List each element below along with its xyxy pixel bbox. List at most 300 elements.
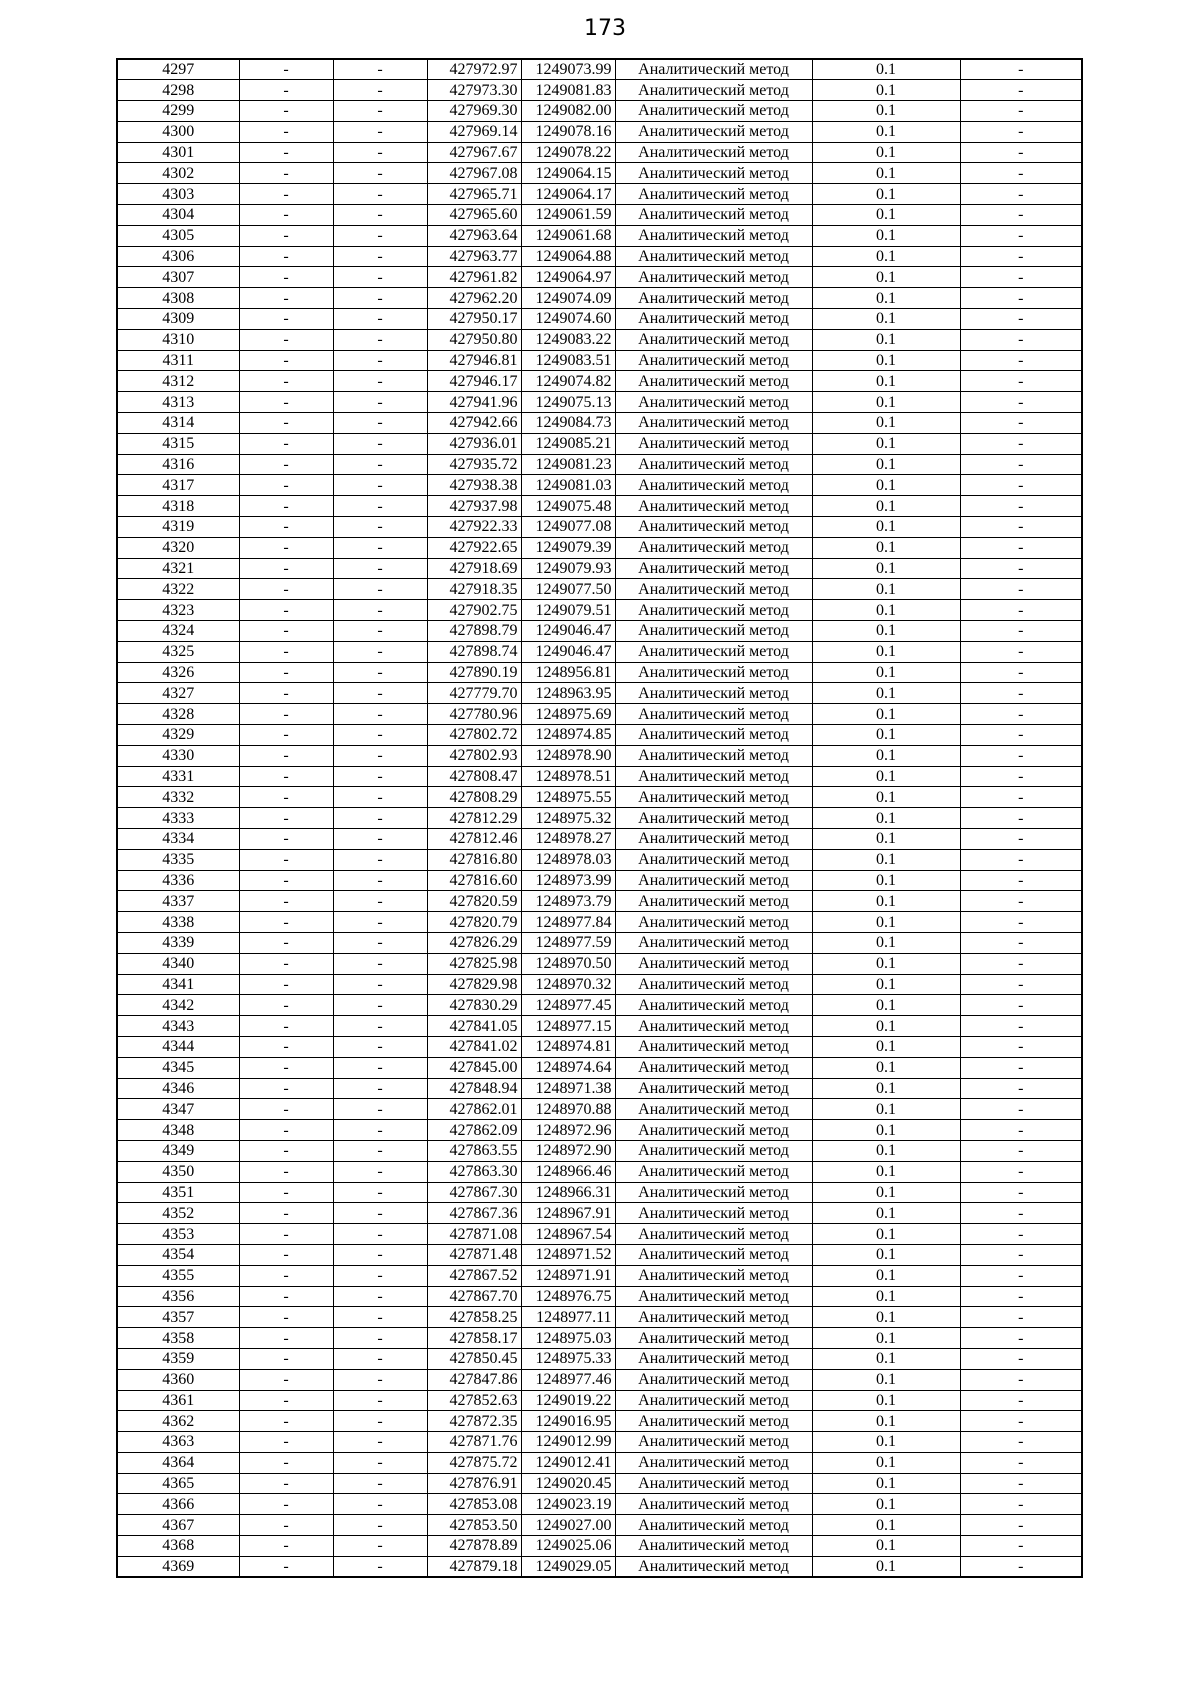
empty-col-a-cell: -: [239, 641, 333, 662]
note-cell: -: [960, 745, 1082, 766]
empty-col-a-cell: -: [239, 1452, 333, 1473]
table-row: [117, 808, 1082, 829]
method-cell: Аналитический метод: [615, 475, 812, 496]
method-cell: Аналитический метод: [615, 1182, 812, 1203]
table-row: [117, 641, 1082, 662]
coord-x-cell: 427867.36: [427, 1203, 521, 1224]
point-number-cell: 4350: [117, 1161, 239, 1182]
point-number-cell: 4367: [117, 1515, 239, 1536]
note-cell: -: [960, 1432, 1082, 1453]
point-number-cell: 4344: [117, 1036, 239, 1057]
coord-y-cell: 1249046.47: [521, 641, 615, 662]
method-cell: Аналитический метод: [615, 142, 812, 163]
method-cell: Аналитический метод: [615, 80, 812, 101]
empty-col-a-cell: -: [239, 870, 333, 891]
coord-y-cell: 1249079.51: [521, 600, 615, 621]
accuracy-cell: 0.1: [812, 828, 960, 849]
accuracy-cell: 0.1: [812, 205, 960, 226]
table-row: [117, 1369, 1082, 1390]
note-cell: -: [960, 121, 1082, 142]
method-cell: Аналитический метод: [615, 1411, 812, 1432]
method-cell: Аналитический метод: [615, 184, 812, 205]
method-cell: Аналитический метод: [615, 454, 812, 475]
coord-x-cell: 427872.35: [427, 1411, 521, 1432]
note-cell: -: [960, 725, 1082, 746]
note-cell: -: [960, 101, 1082, 122]
note-cell: -: [960, 225, 1082, 246]
accuracy-cell: 0.1: [812, 1556, 960, 1577]
empty-col-b-cell: -: [333, 849, 427, 870]
method-cell: Аналитический метод: [615, 1016, 812, 1037]
coord-x-cell: 427816.80: [427, 849, 521, 870]
empty-col-a-cell: -: [239, 1411, 333, 1432]
note-cell: -: [960, 870, 1082, 891]
empty-col-b-cell: -: [333, 1140, 427, 1161]
coord-y-cell: 1249025.06: [521, 1536, 615, 1557]
empty-col-a-cell: -: [239, 184, 333, 205]
coord-y-cell: 1249075.13: [521, 392, 615, 413]
accuracy-cell: 0.1: [812, 1307, 960, 1328]
coord-y-cell: 1248972.90: [521, 1140, 615, 1161]
coordinates-table: [116, 58, 1083, 1578]
point-number-cell: 4303: [117, 184, 239, 205]
empty-col-a-cell: -: [239, 246, 333, 267]
note-cell: -: [960, 1369, 1082, 1390]
method-cell: Аналитический метод: [615, 891, 812, 912]
coord-y-cell: 1249019.22: [521, 1390, 615, 1411]
empty-col-b-cell: -: [333, 995, 427, 1016]
method-cell: Аналитический метод: [615, 392, 812, 413]
accuracy-cell: 0.1: [812, 433, 960, 454]
empty-col-a-cell: -: [239, 1536, 333, 1557]
note-cell: -: [960, 766, 1082, 787]
coord-x-cell: 427965.60: [427, 205, 521, 226]
empty-col-a-cell: -: [239, 953, 333, 974]
point-number-cell: 4357: [117, 1307, 239, 1328]
point-number-cell: 4329: [117, 725, 239, 746]
empty-col-a-cell: -: [239, 787, 333, 808]
coord-y-cell: 1248975.55: [521, 787, 615, 808]
point-number-cell: 4297: [117, 59, 239, 80]
accuracy-cell: 0.1: [812, 1390, 960, 1411]
coord-y-cell: 1249085.21: [521, 433, 615, 454]
empty-col-a-cell: -: [239, 600, 333, 621]
accuracy-cell: 0.1: [812, 1348, 960, 1369]
note-cell: -: [960, 288, 1082, 309]
method-cell: Аналитический метод: [615, 912, 812, 933]
point-number-cell: 4327: [117, 683, 239, 704]
coord-x-cell: 427871.48: [427, 1244, 521, 1265]
point-number-cell: 4334: [117, 828, 239, 849]
empty-col-a-cell: -: [239, 912, 333, 933]
table-row: [117, 828, 1082, 849]
note-cell: -: [960, 1140, 1082, 1161]
empty-col-a-cell: -: [239, 1265, 333, 1286]
note-cell: -: [960, 912, 1082, 933]
point-number-cell: 4337: [117, 891, 239, 912]
coord-y-cell: 1249083.22: [521, 329, 615, 350]
empty-col-a-cell: -: [239, 995, 333, 1016]
coord-y-cell: 1249081.03: [521, 475, 615, 496]
empty-col-b-cell: -: [333, 496, 427, 517]
note-cell: -: [960, 787, 1082, 808]
coord-x-cell: 427863.55: [427, 1140, 521, 1161]
note-cell: -: [960, 1265, 1082, 1286]
table-row: [117, 766, 1082, 787]
accuracy-cell: 0.1: [812, 808, 960, 829]
accuracy-cell: 0.1: [812, 1057, 960, 1078]
point-number-cell: 4307: [117, 267, 239, 288]
empty-col-a-cell: -: [239, 1494, 333, 1515]
note-cell: -: [960, 995, 1082, 1016]
point-number-cell: 4365: [117, 1473, 239, 1494]
note-cell: -: [960, 1016, 1082, 1037]
note-cell: -: [960, 1057, 1082, 1078]
coord-y-cell: 1249061.68: [521, 225, 615, 246]
point-number-cell: 4342: [117, 995, 239, 1016]
point-number-cell: 4361: [117, 1390, 239, 1411]
coord-y-cell: 1249064.15: [521, 163, 615, 184]
coord-x-cell: 427876.91: [427, 1473, 521, 1494]
empty-col-b-cell: -: [333, 1286, 427, 1307]
coord-x-cell: 427841.02: [427, 1036, 521, 1057]
empty-col-b-cell: -: [333, 1016, 427, 1037]
method-cell: Аналитический метод: [615, 766, 812, 787]
empty-col-b-cell: -: [333, 163, 427, 184]
table-row: [117, 683, 1082, 704]
accuracy-cell: 0.1: [812, 80, 960, 101]
table-row: [117, 1120, 1082, 1141]
point-number-cell: 4364: [117, 1452, 239, 1473]
empty-col-b-cell: -: [333, 891, 427, 912]
point-number-cell: 4343: [117, 1016, 239, 1037]
coord-x-cell: 427898.79: [427, 621, 521, 642]
coord-x-cell: 427967.08: [427, 163, 521, 184]
empty-col-b-cell: -: [333, 558, 427, 579]
empty-col-a-cell: -: [239, 1016, 333, 1037]
coord-x-cell: 427867.52: [427, 1265, 521, 1286]
coord-y-cell: 1248971.52: [521, 1244, 615, 1265]
coord-y-cell: 1249079.39: [521, 537, 615, 558]
table-row: [117, 537, 1082, 558]
note-cell: -: [960, 142, 1082, 163]
coord-y-cell: 1248973.99: [521, 870, 615, 891]
point-number-cell: 4340: [117, 953, 239, 974]
point-number-cell: 4356: [117, 1286, 239, 1307]
note-cell: -: [960, 80, 1082, 101]
coord-x-cell: 427808.29: [427, 787, 521, 808]
method-cell: Аналитический метод: [615, 558, 812, 579]
accuracy-cell: 0.1: [812, 912, 960, 933]
note-cell: -: [960, 1473, 1082, 1494]
coord-x-cell: 427820.79: [427, 912, 521, 933]
coord-y-cell: 1248972.96: [521, 1120, 615, 1141]
accuracy-cell: 0.1: [812, 745, 960, 766]
coord-y-cell: 1248977.84: [521, 912, 615, 933]
point-number-cell: 4353: [117, 1224, 239, 1245]
point-number-cell: 4362: [117, 1411, 239, 1432]
note-cell: -: [960, 371, 1082, 392]
coord-x-cell: 427816.60: [427, 870, 521, 891]
point-number-cell: 4360: [117, 1369, 239, 1390]
accuracy-cell: 0.1: [812, 891, 960, 912]
note-cell: -: [960, 683, 1082, 704]
coord-x-cell: 427922.33: [427, 517, 521, 538]
coord-x-cell: 427941.96: [427, 392, 521, 413]
note-cell: -: [960, 454, 1082, 475]
method-cell: Аналитический метод: [615, 1369, 812, 1390]
empty-col-a-cell: -: [239, 1224, 333, 1245]
table-row: [117, 475, 1082, 496]
method-cell: Аналитический метод: [615, 579, 812, 600]
table-row: [117, 1473, 1082, 1494]
coord-x-cell: 427902.75: [427, 600, 521, 621]
empty-col-a-cell: -: [239, 433, 333, 454]
empty-col-b-cell: -: [333, 828, 427, 849]
page-number: 173: [584, 16, 626, 41]
table-row: [117, 1036, 1082, 1057]
point-number-cell: 4318: [117, 496, 239, 517]
method-cell: Аналитический метод: [615, 350, 812, 371]
empty-col-a-cell: -: [239, 704, 333, 725]
point-number-cell: 4324: [117, 621, 239, 642]
note-cell: -: [960, 662, 1082, 683]
empty-col-b-cell: -: [333, 1452, 427, 1473]
coord-y-cell: 1249012.41: [521, 1452, 615, 1473]
method-cell: Аналитический метод: [615, 309, 812, 330]
empty-col-b-cell: -: [333, 953, 427, 974]
note-cell: -: [960, 205, 1082, 226]
coord-y-cell: 1248975.69: [521, 704, 615, 725]
point-number-cell: 4333: [117, 808, 239, 829]
note-cell: -: [960, 329, 1082, 350]
accuracy-cell: 0.1: [812, 1432, 960, 1453]
method-cell: Аналитический метод: [615, 1432, 812, 1453]
coord-y-cell: 1248974.81: [521, 1036, 615, 1057]
table-row: [117, 1328, 1082, 1349]
note-cell: -: [960, 392, 1082, 413]
note-cell: -: [960, 891, 1082, 912]
accuracy-cell: 0.1: [812, 787, 960, 808]
table-row: [117, 1140, 1082, 1161]
table-row: [117, 163, 1082, 184]
empty-col-b-cell: -: [333, 912, 427, 933]
empty-col-b-cell: -: [333, 641, 427, 662]
method-cell: Аналитический метод: [615, 1161, 812, 1182]
table-row: [117, 267, 1082, 288]
method-cell: Аналитический метод: [615, 433, 812, 454]
note-cell: -: [960, 1182, 1082, 1203]
empty-col-b-cell: -: [333, 101, 427, 122]
coord-x-cell: 427879.18: [427, 1556, 521, 1577]
method-cell: Аналитический метод: [615, 1452, 812, 1473]
coord-x-cell: 427852.63: [427, 1390, 521, 1411]
coord-y-cell: 1248977.45: [521, 995, 615, 1016]
empty-col-a-cell: -: [239, 1328, 333, 1349]
table-row: [117, 1452, 1082, 1473]
accuracy-cell: 0.1: [812, 1265, 960, 1286]
empty-col-b-cell: -: [333, 1120, 427, 1141]
point-number-cell: 4298: [117, 80, 239, 101]
coord-x-cell: 427802.72: [427, 725, 521, 746]
note-cell: -: [960, 309, 1082, 330]
coord-y-cell: 1248974.85: [521, 725, 615, 746]
accuracy-cell: 0.1: [812, 662, 960, 683]
accuracy-cell: 0.1: [812, 953, 960, 974]
empty-col-a-cell: -: [239, 1369, 333, 1390]
accuracy-cell: 0.1: [812, 1078, 960, 1099]
accuracy-cell: 0.1: [812, 59, 960, 80]
table-row: [117, 1078, 1082, 1099]
method-cell: Аналитический метод: [615, 413, 812, 434]
coord-x-cell: 427961.82: [427, 267, 521, 288]
point-number-cell: 4328: [117, 704, 239, 725]
coord-y-cell: 1249029.05: [521, 1556, 615, 1577]
empty-col-b-cell: -: [333, 246, 427, 267]
empty-col-a-cell: -: [239, 1390, 333, 1411]
accuracy-cell: 0.1: [812, 537, 960, 558]
coord-y-cell: 1248970.50: [521, 953, 615, 974]
empty-col-a-cell: -: [239, 662, 333, 683]
note-cell: -: [960, 59, 1082, 80]
method-cell: Аналитический метод: [615, 1390, 812, 1411]
empty-col-b-cell: -: [333, 662, 427, 683]
table-row: [117, 288, 1082, 309]
accuracy-cell: 0.1: [812, 413, 960, 434]
note-cell: -: [960, 1307, 1082, 1328]
empty-col-b-cell: -: [333, 121, 427, 142]
empty-col-b-cell: -: [333, 454, 427, 475]
table-row: [117, 80, 1082, 101]
empty-col-b-cell: -: [333, 225, 427, 246]
coord-x-cell: 427918.69: [427, 558, 521, 579]
accuracy-cell: 0.1: [812, 704, 960, 725]
accuracy-cell: 0.1: [812, 1244, 960, 1265]
coord-x-cell: 427937.98: [427, 496, 521, 517]
empty-col-a-cell: -: [239, 683, 333, 704]
method-cell: Аналитический метод: [615, 641, 812, 662]
table-row: [117, 912, 1082, 933]
point-number-cell: 4314: [117, 413, 239, 434]
method-cell: Аналитический метод: [615, 974, 812, 995]
empty-col-b-cell: -: [333, 329, 427, 350]
coord-x-cell: 427841.05: [427, 1016, 521, 1037]
point-number-cell: 4354: [117, 1244, 239, 1265]
table-row: [117, 1536, 1082, 1557]
empty-col-b-cell: -: [333, 932, 427, 953]
coord-y-cell: 1248978.27: [521, 828, 615, 849]
note-cell: -: [960, 1120, 1082, 1141]
coord-x-cell: 427858.17: [427, 1328, 521, 1349]
accuracy-cell: 0.1: [812, 1120, 960, 1141]
empty-col-a-cell: -: [239, 1556, 333, 1577]
empty-col-a-cell: -: [239, 225, 333, 246]
coord-x-cell: 427847.86: [427, 1369, 521, 1390]
table-row: [117, 621, 1082, 642]
coord-x-cell: 427898.74: [427, 641, 521, 662]
point-number-cell: 4335: [117, 849, 239, 870]
empty-col-a-cell: -: [239, 80, 333, 101]
method-cell: Аналитический метод: [615, 621, 812, 642]
point-number-cell: 4366: [117, 1494, 239, 1515]
coord-x-cell: 427825.98: [427, 953, 521, 974]
table-row: [117, 433, 1082, 454]
empty-col-a-cell: -: [239, 1140, 333, 1161]
coord-y-cell: 1248976.75: [521, 1286, 615, 1307]
empty-col-a-cell: -: [239, 537, 333, 558]
coord-y-cell: 1249073.99: [521, 59, 615, 80]
accuracy-cell: 0.1: [812, 371, 960, 392]
table-row: [117, 891, 1082, 912]
coord-y-cell: 1249079.93: [521, 558, 615, 579]
empty-col-b-cell: -: [333, 621, 427, 642]
accuracy-cell: 0.1: [812, 142, 960, 163]
empty-col-b-cell: -: [333, 1369, 427, 1390]
point-number-cell: 4301: [117, 142, 239, 163]
point-number-cell: 4358: [117, 1328, 239, 1349]
table-row: [117, 849, 1082, 870]
note-cell: -: [960, 267, 1082, 288]
empty-col-b-cell: -: [333, 1515, 427, 1536]
coord-y-cell: 1248978.51: [521, 766, 615, 787]
coord-x-cell: 427829.98: [427, 974, 521, 995]
empty-col-a-cell: -: [239, 766, 333, 787]
accuracy-cell: 0.1: [812, 121, 960, 142]
empty-col-b-cell: -: [333, 80, 427, 101]
method-cell: Аналитический метод: [615, 953, 812, 974]
coord-x-cell: 427862.01: [427, 1099, 521, 1120]
method-cell: Аналитический метод: [615, 537, 812, 558]
table-row: [117, 225, 1082, 246]
note-cell: -: [960, 350, 1082, 371]
table-row: [117, 558, 1082, 579]
coord-y-cell: 1248978.90: [521, 745, 615, 766]
point-number-cell: 4345: [117, 1057, 239, 1078]
note-cell: -: [960, 1411, 1082, 1432]
note-cell: -: [960, 1286, 1082, 1307]
coord-y-cell: 1249061.59: [521, 205, 615, 226]
coord-y-cell: 1248963.95: [521, 683, 615, 704]
note-cell: -: [960, 1556, 1082, 1577]
empty-col-b-cell: -: [333, 433, 427, 454]
empty-col-b-cell: -: [333, 1078, 427, 1099]
method-cell: Аналитический метод: [615, 1515, 812, 1536]
empty-col-b-cell: -: [333, 1099, 427, 1120]
coord-x-cell: 427780.96: [427, 704, 521, 725]
note-cell: -: [960, 246, 1082, 267]
method-cell: Аналитический метод: [615, 1536, 812, 1557]
empty-col-b-cell: -: [333, 1536, 427, 1557]
point-number-cell: 4310: [117, 329, 239, 350]
empty-col-b-cell: -: [333, 870, 427, 891]
empty-col-b-cell: -: [333, 205, 427, 226]
coord-x-cell: 427779.70: [427, 683, 521, 704]
empty-col-b-cell: -: [333, 142, 427, 163]
table-row: [117, 1390, 1082, 1411]
note-cell: -: [960, 1348, 1082, 1369]
note-cell: -: [960, 932, 1082, 953]
note-cell: -: [960, 579, 1082, 600]
coord-x-cell: 427969.14: [427, 121, 521, 142]
empty-col-b-cell: -: [333, 59, 427, 80]
empty-col-b-cell: -: [333, 350, 427, 371]
note-cell: -: [960, 704, 1082, 725]
empty-col-b-cell: -: [333, 288, 427, 309]
point-number-cell: 4330: [117, 745, 239, 766]
accuracy-cell: 0.1: [812, 1411, 960, 1432]
point-number-cell: 4326: [117, 662, 239, 683]
method-cell: Аналитический метод: [615, 1348, 812, 1369]
